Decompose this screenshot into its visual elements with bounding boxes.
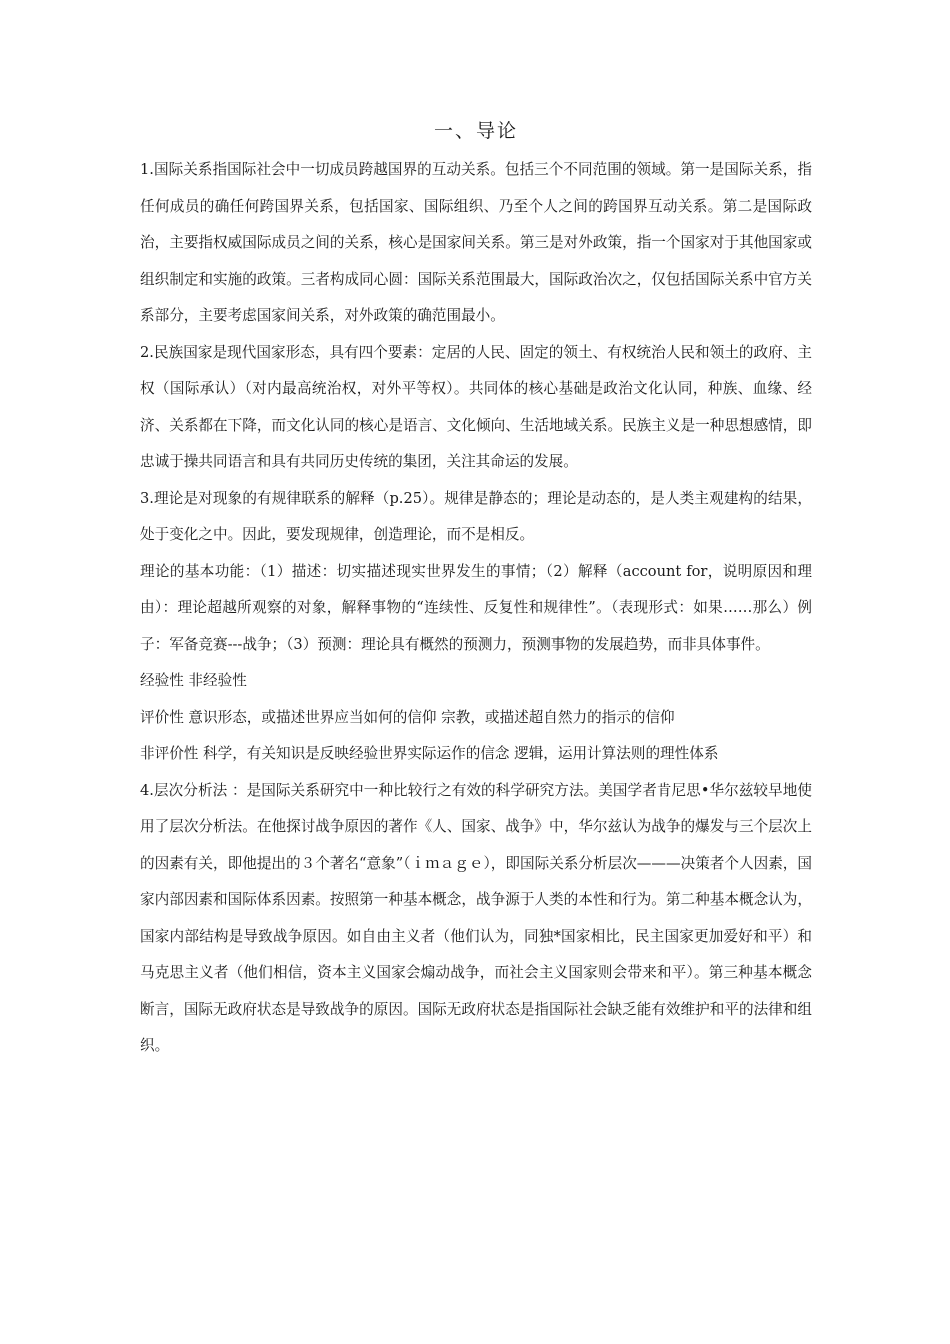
classification-row-non-evaluative: 非评价性 科学，有关知识是反映经验世界实际运作的信念 逻辑，运用计算法则的理性体系: [140, 745, 719, 762]
paragraph-1: 1.国际关系指国际社会中一切成员跨越国界的互动关系。包括三个不同范围的领域。第一是国际关系，指任何成员的确任何跨国界关系，包括国家、国际组织、乃至个人之间的跨国界互动关系。第二是国际政治，主要指权威国际成员之间的关系，核心是国家间关系。第三是对外政策，指一个国家对于其他国家或组织制定和实施的政策。三者构成同心圆：国际关系范围最大，国际政治次之，仅包括国际关系中官方关系部分，主要考虑国家间关系，对外政策的确范围最小。: [140, 161, 812, 324]
paragraph-3: 3.理论是对现象的有规律联系的解释（p.25）。规律是静态的；理论是动态的，是人类主观建构的结果，处于变化之中。因此，要发现规律，创造理论，而不是相反。: [140, 489, 812, 543]
page-title: 一、导论: [433, 120, 518, 142]
paragraph-4: 4.层次分析法 ：是国际关系研究中一种比较行之有效的科学研究方法。美国学者肯尼思•华尔兹较早地使用了层次分析法。在他探讨战争原因的著作《人、国家、战争》中，华尔兹认为战争的爆发与三个层次上的因素有关，即他提出的３个著名“意象”（ｉｍａｇｅ），即国际关系分析层次———决策者个人因素，国家内部因素和国际体系因素。按照第一种基本概念，战争源于人类的本性和行为。第二种基本概念认为，国家内部结构是导致战争原因。如自由主义者（他们认为，同独*国家相比，民主国家更加爱好和平）和马克思主义者（他们相信，资本主义国家会煽动战争，而社会主义国家则会带来和平）。第三种基本概念断言，国际无政府状态是导致战争的原因。国际无政府状态是指国际社会缺乏能有效维护和平的法律和组织。: [140, 781, 812, 1054]
classification-row-evaluative: 评价性 意识形态，或描述世界应当如何的信仰 宗教，或描述超自然力的指示的信仰: [140, 708, 675, 726]
paragraph-2: 2.民族国家是现代国家形态，具有四个要素：定居的人民、固定的领土、有权统治人民和领土的政府、主权（国际承认）（对内最高统治权，对外平等权）。共同体的核心基础是政治文化认同，种族、血缘、经济、关系都在下降，而文化认同的核心是语言、文化倾向、生活地域关系。民族主义是一种思想感情，即忠诚于操共同语言和具有共同历史传统的集团，关注其命运的发展。: [140, 343, 812, 470]
paragraph-theory-functions: 理论的基本功能：（1）描述：切实描述现实世界发生的事情；（2）解释（account for，说明原因和理由）：理论超越所观察的对象，解释事物的“连续性、反复性和规律性”。（表现形式：如果……那么）例子：军备竞赛---战争；（3）预测：理论具有概然的预测力，预测事物的发展趋势，而非具体事件。: [140, 562, 812, 653]
classification-row-header: 经验性 非经验性: [140, 672, 247, 689]
document-page: [140, 110, 812, 1065]
